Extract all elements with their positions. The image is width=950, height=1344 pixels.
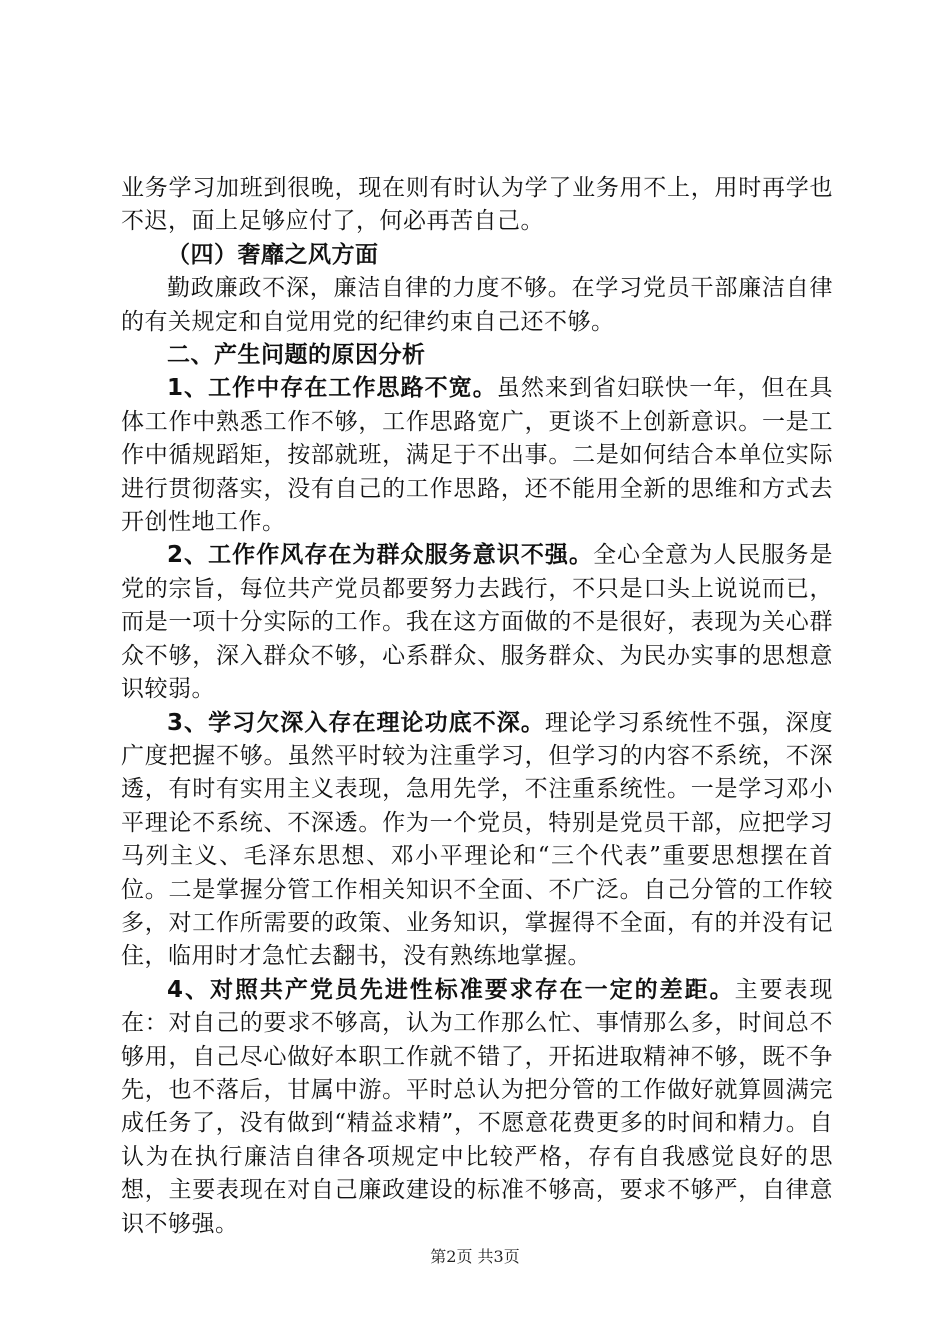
analysis-item-2	[121, 539, 833, 706]
analysis-item-4-body: 主要表现在：对自己的要求不够高，认为工作那么忙、事情那么多，时间总不够用，自己尽心做好本职工作就不错了，开拓进取精神不够，既不争先，也不落后，甘属中游。平时总认为把分管的工作做好就算圆满完成任务了，没有做到“精益求精”，不愿意花费更多的时间和精力。自认为在执行廉洁自律各项规定中比较严格，存有自我感觉良好的思想，主要表现在对自己廉政建设的标准不够高，要求不够严，自律意识不够强。	[121, 976, 834, 1237]
analysis-item-1	[121, 372, 833, 539]
section4-paragraph: 勤政廉政不深，廉洁自律的力度不够。在学习党员干部廉洁自律的有关规定和自觉用党的纪律约束自己还不够。	[121, 275, 833, 335]
analysis-item-3-lead: 3、学习欠深入存在理论功底不深。	[167, 709, 545, 736]
document-body	[121, 172, 833, 1241]
part2-heading: 二、产生问题的原因分析	[167, 342, 426, 369]
analysis-item-4-lead: 4、对照共产党员先进性标准要求存在一定的差距。	[167, 976, 735, 1003]
analysis-item-3-body: 理论学习系统性不强，深度广度把握不够。虽然平时较为注重学习，但学习的内容不系统，不深透，有时有实用主义表现，急用先学，不注重系统性。一是学习邓小平理论不系统、不深透。作为一个党员，特别是党员干部，应把学习马列主义、毛泽东思想、邓小平理论和“三个代表”重要思想摆在首位。二是掌握分管工作相关知识不全面、不广泛。自己分管的工作较多，对工作所需要的政策、业务知识，掌握得不全面，有的并没有记住，临用时才急忙去翻书，没有熟练地掌握。	[121, 709, 833, 970]
continuation-paragraph: 业务学习加班到很晚，现在则有时认为学了业务用不上，用时再学也不迟，面上足够应付了，何必再苦自己。	[121, 175, 833, 235]
page-footer	[0, 1244, 950, 1267]
analysis-item-1-lead: 1、工作中存在工作思路不宽。	[167, 375, 497, 402]
analysis-item-3	[121, 707, 833, 974]
analysis-item-1-body: 虽然来到省妇联快一年，但在具体工作中熟悉工作不够，工作思路宽广，更谈不上创新意识。一是工作中循规蹈矩，按部就班，满足于不出事。二是如何结合本单位实际进行贯彻落实，没有自己的工作思路，还不能用全新的思维和方式去开创性地工作。	[121, 375, 833, 536]
page-number-label: 第2页 共3页	[430, 1247, 520, 1266]
analysis-item-2-body: 全心全意为人民服务是党的宗旨，每位共产党员都要努力去践行，不只是口头上说说而已，而是一项十分实际的工作。我在这方面做的不是很好，表现为关心群众不够，深入群众不够，心系群众、服务群众、为民办实事的思想意识较弱。	[121, 542, 833, 703]
section4-heading: （四）奢靡之风方面	[167, 241, 379, 268]
analysis-item-4	[121, 974, 833, 1241]
analysis-item-2-lead: 2、工作作风存在为群众服务意识不强。	[167, 542, 593, 569]
